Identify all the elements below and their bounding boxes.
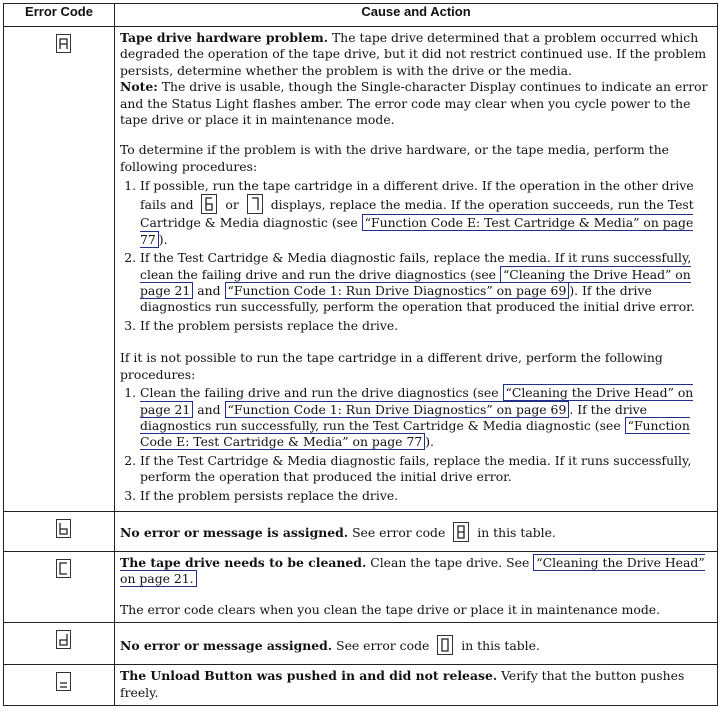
- list-item: 2. If the Test Cartridge & Media diagnostic fails, replace the media. If it runs successfully, clean the failing drive and run the drive diagnostics (see “Cleaning the Drive Head” on page 21 and “Function Code 1: Run Drive Diagnostics” on page 69 ). If the drive diagnostics run successfully, perform the operation that produced the initial drive error.: [140, 250, 713, 316]
- error-code-cell: [4, 27, 115, 512]
- cause-title: The Unload Button was pushed in and did not release.: [120, 668, 498, 684]
- list-item: 1. If possible, run the tape cartridge in a different drive. If the operation in the other drive fails and or displays, replace the media. If the operation succeeds, run the Test Cartridge & Media diagnostic (see “Function Code E: Test Cartridge & Media” on page 77 ).: [140, 177, 713, 248]
- table-header-row: [4, 4, 718, 27]
- procedure-intro-2: If it is not possible to run the tape cartridge in a different drive, perform the following procedures:: [120, 350, 663, 382]
- seven-segment-d-icon: [56, 630, 71, 649]
- link-function-code-1[interactable]: “Function Code 1: Run Drive Diagnostics” on page 69: [225, 401, 570, 418]
- cause-paragraph: Tape drive hardware problem. The tape drive determined that a problem occurred which degraded the operation of the tape drive, but it did not restrict continued use. If the problem persists, determine whether the problem is with the drive or the media.: [120, 30, 707, 78]
- list-item: 3. If the problem persists replace the drive.: [140, 488, 713, 504]
- error-code-cell: [4, 512, 115, 552]
- procedure-intro-1: To determine if the problem is with the drive hardware, or the tape media, perform the following procedures:: [120, 142, 670, 174]
- seven-segment-unload-icon: [56, 672, 71, 691]
- error-code-table: [3, 3, 718, 706]
- header-error-code: Error Code: [4, 4, 115, 27]
- procedure-list-1: [120, 177, 713, 334]
- cause-title: No error or message assigned.: [120, 638, 333, 654]
- cause-title: Tape drive hardware problem.: [120, 30, 329, 45]
- table-row: [4, 623, 718, 665]
- table-row: [4, 552, 718, 623]
- table-row: [4, 27, 718, 512]
- error-code-cell: [4, 552, 115, 623]
- seven-segment-6-icon: [201, 194, 217, 214]
- header-cause-and-action: Cause and Action: [115, 4, 718, 27]
- link-cleaning-drive-head[interactable]: “Cleaning the Drive Head” on page 21.: [120, 555, 705, 587]
- seven-segment-0-icon: [437, 635, 453, 655]
- table-row: [4, 665, 718, 706]
- seven-segment-b-icon: [56, 519, 71, 538]
- cause-action-cell: The Unload Button was pushed in and did not release. Verify that the button pushes freely.: [115, 665, 718, 706]
- table-row: [4, 512, 718, 552]
- cause-action-cell: [115, 27, 718, 512]
- seven-segment-c-icon: [56, 559, 71, 578]
- note-paragraph: Note: The drive is usable, though the Single-character Display continues to indicate an error and the Status Light flashes amber. The error code may clear when you cycle power to the tape drive or place it in maintenance mode.: [120, 79, 708, 128]
- procedure-list-2: [120, 385, 713, 504]
- list-item: 2. If the Test Cartridge & Media diagnostic fails, replace the media. If it runs successfully, perform the operation that produced the initial drive error.: [140, 453, 713, 486]
- link-function-code-1[interactable]: “Function Code 1: Run Drive Diagnostics” on page 69: [225, 282, 570, 299]
- cause-action-cell: No error or message assigned. See error code in this table.: [115, 623, 718, 665]
- cause-action-cell: No error or message is assigned. See error code in this table.: [115, 512, 718, 552]
- link-function-code-e[interactable]: “Function Code E: Test Cartridge & Media” on page 77: [140, 417, 690, 450]
- cause-title: The tape drive needs to be cleaned.: [120, 555, 367, 570]
- error-code-cell: [4, 665, 115, 706]
- error-code-cell: [4, 623, 115, 665]
- seven-segment-a-icon: [56, 34, 71, 53]
- list-item: 1. Clean the failing drive and run the drive diagnostics (see “Cleaning the Drive Head” on page 21 and “Function Code 1: Run Drive Diagnostics” on page 69 . If the drive diagnostics run successfully, run the Test Cartridge & Media diagnostic (see “Function Code E: Test Cartridge & Media” on page 77 ).: [140, 385, 713, 451]
- link-cleaning-drive-head[interactable]: “Cleaning the Drive Head” on page 21: [140, 266, 691, 299]
- list-item: 3. If the problem persists replace the drive.: [140, 318, 713, 334]
- link-function-code-e[interactable]: “Function Code E: Test Cartridge & Media” on page 77: [140, 215, 694, 248]
- seven-segment-8-icon: [453, 522, 469, 542]
- seven-segment-7-icon: [247, 194, 263, 214]
- cause-title: No error or message is assigned.: [120, 525, 349, 540]
- link-cleaning-drive-head[interactable]: “Cleaning the Drive Head” on page 21: [140, 385, 694, 417]
- cause-action-cell: The tape drive needs to be cleaned. Clean the tape drive. See “Cleaning the Drive Head” on page 21. The error code clears when you clean the tape drive or place it in maintenance mode.: [115, 552, 718, 623]
